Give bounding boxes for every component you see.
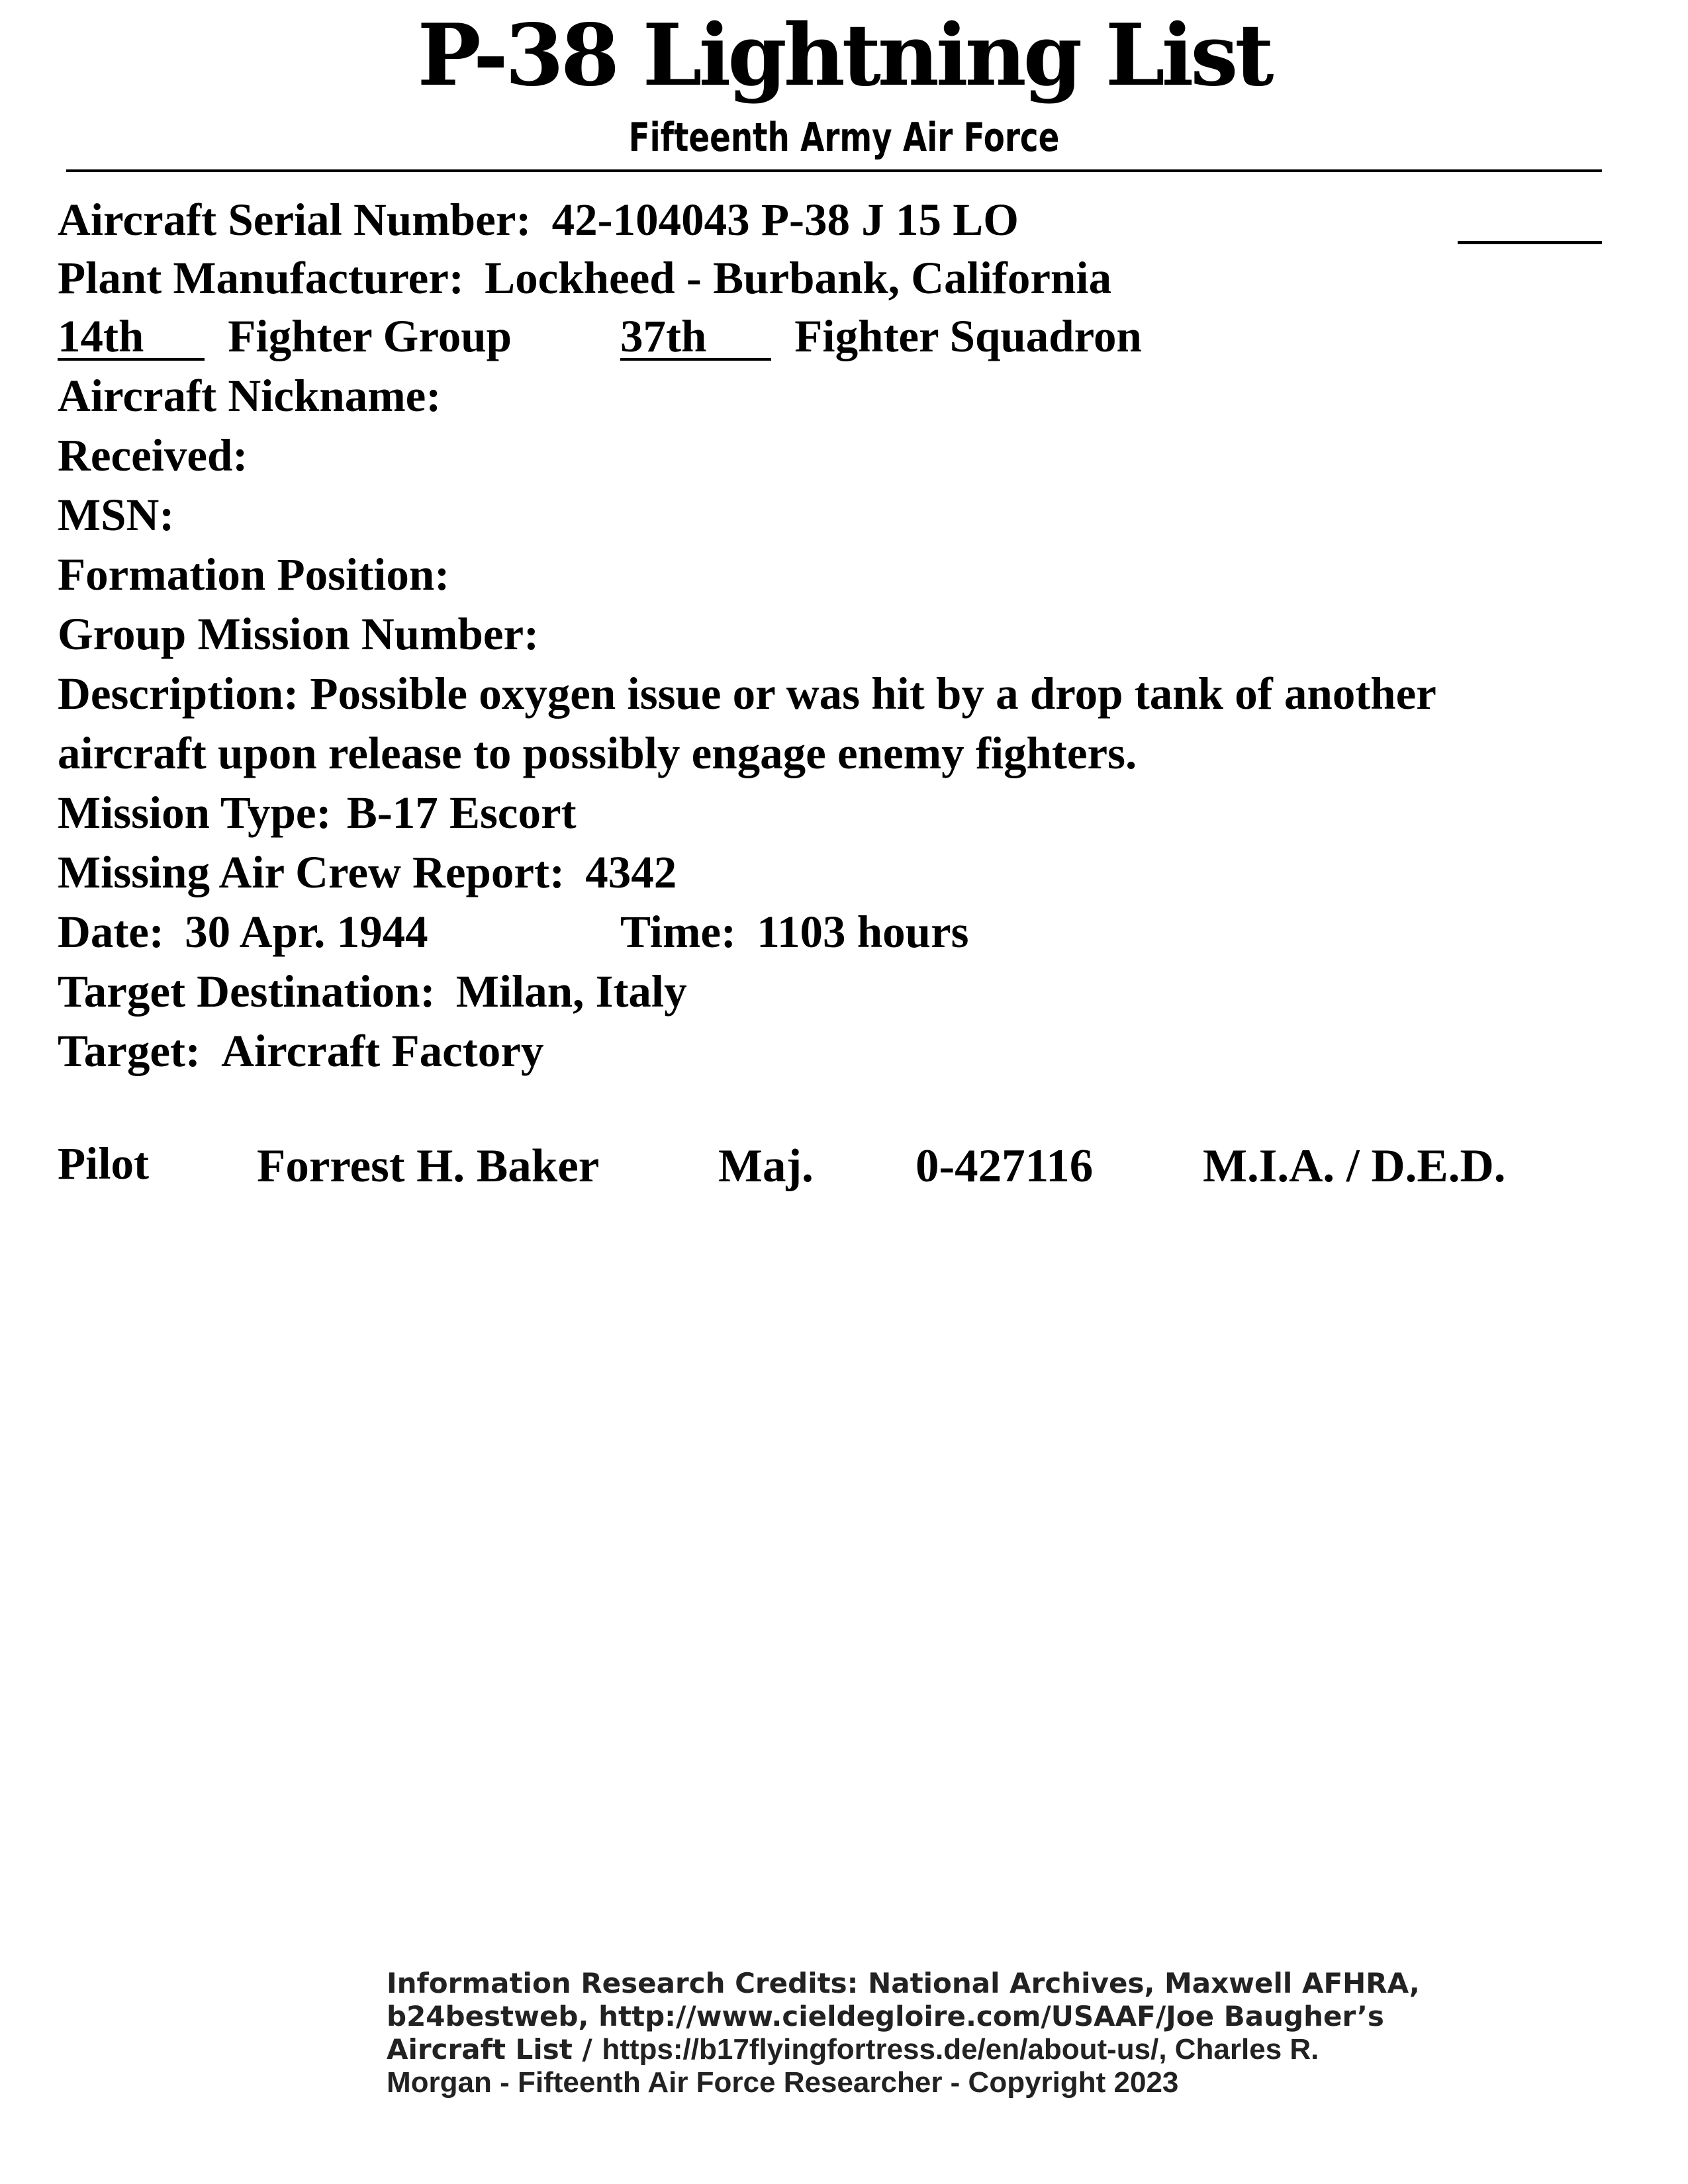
credits-line-2: b24bestweb, http://www.cieldegloire.com/USAAF/Joe Baugher’s — [387, 2000, 1384, 2032]
target-row — [58, 1024, 543, 1077]
crew-status: M.I.A. / D.E.D. — [1203, 1140, 1506, 1192]
mission-type-label: Mission Type: — [58, 788, 332, 838]
date-row — [58, 905, 428, 958]
blank-entry-line — [1458, 241, 1602, 244]
serial-value: 42-104043 P-38 J 15 LO — [551, 195, 1019, 245]
target-value: Aircraft Factory — [221, 1026, 544, 1076]
time-value: 1103 hours — [757, 907, 969, 957]
formation-position-label: Formation Position: — [58, 549, 450, 600]
crew-rank: Maj. — [718, 1140, 814, 1192]
serial-row — [58, 193, 1019, 246]
header-divider — [66, 169, 1602, 172]
date-label: Date: — [58, 907, 164, 957]
plant-value: Lockheed - Burbank, California — [485, 253, 1112, 303]
credits-line-3b: https://b17flyingfortress.de/en/about-us/, Charles R. — [602, 2033, 1319, 2066]
page-subtitle: Fifteenth Army Air Force — [628, 114, 1060, 161]
crew-role: Pilot — [58, 1138, 149, 1189]
target-label: Target: — [58, 1026, 201, 1076]
page-title: P-38 Lightning List — [417, 6, 1271, 105]
squadron-row — [620, 310, 1142, 363]
mission-type-value: B-17 Escort — [346, 788, 577, 838]
time-row — [620, 905, 968, 958]
macr-row — [58, 846, 677, 899]
date-value: 30 Apr. 1944 — [185, 907, 428, 957]
fighter-group-number: 14th — [58, 314, 205, 361]
destination-label: Target Destination: — [58, 966, 436, 1017]
nickname-label: Aircraft Nickname: — [58, 371, 442, 421]
received-label: Received: — [58, 430, 248, 480]
plant-row — [58, 251, 1111, 304]
group-mission-number-label: Group Mission Number: — [58, 609, 539, 659]
credits-line-4: Morgan - Fifteenth Air Force Researcher - Copyright 2023 — [387, 2066, 1179, 2099]
crew-name: Forrest H. Baker — [257, 1140, 600, 1192]
fighter-group-label: Fighter Group — [228, 311, 512, 361]
destination-value: Milan, Italy — [455, 966, 687, 1017]
destination-row — [58, 965, 687, 1018]
credits-line-3a: Aircraft List / — [387, 2033, 592, 2066]
fighter-squadron-label: Fighter Squadron — [794, 311, 1142, 361]
macr-value: 4342 — [585, 847, 677, 897]
mission-type-row — [58, 786, 577, 839]
description-line-1: Description: Possible oxygen issue or was hit by a drop tank of another — [58, 668, 1436, 719]
crew-serial: 0-427116 — [915, 1140, 1094, 1192]
macr-label: Missing Air Crew Report: — [58, 847, 565, 897]
fighter-squadron-number: 37th — [620, 314, 771, 361]
serial-label: Aircraft Serial Number: — [58, 195, 532, 245]
plant-label: Plant Manufacturer: — [58, 253, 464, 303]
msn-label: MSN: — [58, 490, 175, 540]
credits-line-3 — [387, 2033, 1380, 2066]
time-label: Time: — [620, 907, 737, 957]
credits-line-1: Information Research Credits: National Archives, Maxwell AFHRA, — [387, 1967, 1420, 1999]
description-line-2: aircraft upon release to possibly engage enemy fighters. — [58, 728, 1137, 778]
research-credits — [387, 1967, 1420, 2099]
unit-row — [58, 310, 512, 363]
